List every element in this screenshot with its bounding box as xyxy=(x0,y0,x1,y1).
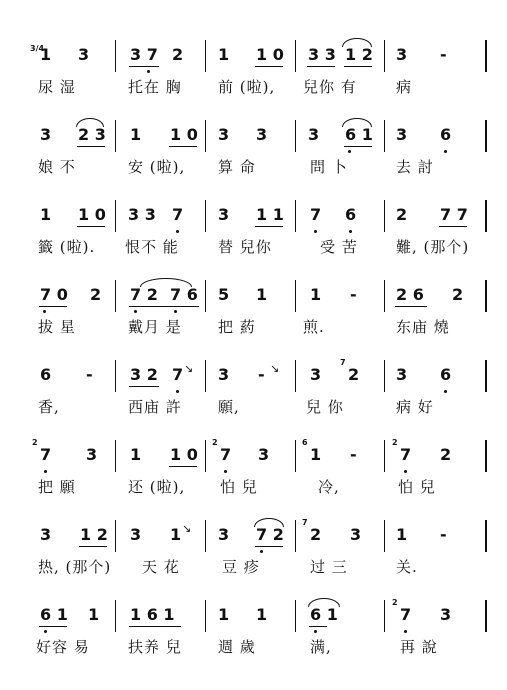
note: 7 xyxy=(400,445,412,464)
underline xyxy=(307,66,335,67)
low-dot xyxy=(176,230,179,233)
grace-note: 6 xyxy=(302,438,308,447)
barline xyxy=(115,280,116,312)
lyrics-line xyxy=(0,76,507,102)
low-dot xyxy=(44,470,47,473)
note: 7 xyxy=(310,205,322,224)
note: 2 3 xyxy=(78,125,106,144)
lyric: 好容 易 xyxy=(36,638,90,656)
underline xyxy=(255,226,283,227)
grace-note: 2 xyxy=(392,598,398,607)
lyric: 把 葯 xyxy=(218,318,256,336)
lyrics-line xyxy=(0,476,507,502)
barline xyxy=(485,520,487,552)
note: 1 xyxy=(88,605,100,624)
barline xyxy=(295,600,296,632)
lyric: 籤 (啦). xyxy=(38,238,96,256)
score-system-4 xyxy=(0,280,507,350)
note: 1 xyxy=(130,445,142,464)
low-dot xyxy=(314,630,317,633)
lyric: 替 兒你 xyxy=(218,238,272,256)
underline xyxy=(344,66,372,67)
note: 1 xyxy=(256,605,268,624)
note: 1 xyxy=(170,525,182,544)
lyric: 病 xyxy=(396,78,413,96)
barline xyxy=(205,600,206,632)
note: 3 3 xyxy=(128,205,156,224)
note: 6 xyxy=(440,125,452,144)
barline xyxy=(115,520,116,552)
lyric: 週 歲 xyxy=(218,638,256,656)
low-dot xyxy=(348,150,351,153)
note: 7 2 xyxy=(130,285,158,304)
low-dot xyxy=(314,230,317,233)
barline xyxy=(205,40,206,72)
note: 3 3 xyxy=(308,45,336,64)
lyric: 算 命 xyxy=(218,158,256,176)
barline xyxy=(295,360,296,392)
barline xyxy=(295,40,296,72)
note: 1 0 xyxy=(78,205,106,224)
note: 3 xyxy=(256,125,268,144)
lyrics-line xyxy=(0,316,507,342)
sustain-dash: - xyxy=(350,445,357,464)
barline xyxy=(115,600,116,632)
low-dot xyxy=(404,470,407,473)
low-dot xyxy=(44,630,47,633)
underline xyxy=(39,306,67,307)
glide-arrow: ↘ xyxy=(270,362,280,375)
barline xyxy=(485,120,487,152)
barline xyxy=(115,440,116,472)
sustain-dash: - xyxy=(258,365,265,384)
lyric: 難, (那个) xyxy=(396,238,470,256)
note: 1 xyxy=(218,45,230,64)
lyric: 去 討 xyxy=(396,158,434,176)
note: 6 1 xyxy=(40,605,68,624)
note: 3 xyxy=(218,525,230,544)
lyric: 托在 胸 xyxy=(128,78,182,96)
barline xyxy=(205,440,206,472)
note: 1 xyxy=(40,205,52,224)
lyric: 前 (啦), xyxy=(218,78,276,96)
note: 6 xyxy=(40,365,52,384)
lyric: 豆 疹 xyxy=(222,558,260,576)
note: 3 xyxy=(396,365,408,384)
note: 3 xyxy=(310,365,322,384)
score-system-7 xyxy=(0,520,507,590)
note: 6 1 xyxy=(310,605,338,624)
barline xyxy=(295,520,296,552)
barline xyxy=(295,200,296,232)
low-dot xyxy=(174,310,177,313)
note: 3 xyxy=(396,125,408,144)
underline xyxy=(169,146,197,147)
note: 1 0 xyxy=(256,45,284,64)
barline xyxy=(115,120,116,152)
note: 3 xyxy=(40,525,52,544)
barline xyxy=(295,120,296,152)
grace-note: 2 xyxy=(212,438,218,447)
barline xyxy=(384,600,385,632)
lyric: 热, (那个) xyxy=(38,558,112,576)
slur xyxy=(308,598,340,607)
barline xyxy=(295,280,296,312)
score-system-5 xyxy=(0,360,507,430)
underline xyxy=(255,66,283,67)
note: 3 7 xyxy=(130,45,158,64)
lyric: 兒你 有 xyxy=(303,78,357,96)
barline xyxy=(485,40,487,72)
score-system-2 xyxy=(0,120,507,190)
barline xyxy=(485,360,487,392)
note: 3 xyxy=(130,525,142,544)
notes-line xyxy=(0,360,507,392)
grace-note: 2 xyxy=(32,438,38,447)
note: 3 xyxy=(350,525,362,544)
lyric: 兒 你 xyxy=(306,398,344,416)
lyric: 怕 兒 xyxy=(220,478,258,496)
notes-line xyxy=(0,40,507,72)
note: 7 xyxy=(172,365,184,384)
barline xyxy=(295,440,296,472)
note: 7 7 xyxy=(440,205,468,224)
score-system-3 xyxy=(0,200,507,270)
note: 3 xyxy=(396,45,408,64)
note: 1 xyxy=(130,125,142,144)
underline xyxy=(129,306,199,307)
underline xyxy=(309,626,327,627)
notes-line xyxy=(0,520,507,552)
lyric: 恨不 能 xyxy=(125,238,179,256)
low-dot xyxy=(134,310,137,313)
note: 1 0 xyxy=(170,125,198,144)
score-system-1 xyxy=(0,40,507,110)
barline xyxy=(115,360,116,392)
lyric: 願, xyxy=(218,398,240,416)
note: 1 1 xyxy=(256,205,284,224)
notes-line xyxy=(0,280,507,312)
sustain-dash: - xyxy=(440,45,447,64)
slur xyxy=(140,278,192,287)
underline xyxy=(79,546,107,547)
notes-line xyxy=(0,120,507,152)
note: 2 6 xyxy=(396,285,424,304)
notes-line xyxy=(0,200,507,232)
lyric: 扶养 兒 xyxy=(128,638,182,656)
barline xyxy=(205,360,206,392)
barline xyxy=(205,520,206,552)
sustain-dash: - xyxy=(350,285,357,304)
grace-note: 2 xyxy=(392,438,398,447)
note: 1 0 xyxy=(170,445,198,464)
note: 6 xyxy=(440,365,452,384)
lyric: 天 花 xyxy=(142,558,180,576)
lyric: 过 三 xyxy=(310,558,348,576)
note: 1 xyxy=(396,525,408,544)
time-signature: 3/4 xyxy=(30,44,45,53)
note: 7 xyxy=(220,445,232,464)
score-system-8 xyxy=(0,600,507,670)
lyric: 冷, xyxy=(318,478,340,496)
low-dot xyxy=(147,70,150,73)
note: 1 6 1 xyxy=(130,605,175,624)
underline xyxy=(77,146,105,147)
underline xyxy=(129,626,181,627)
note: 1 xyxy=(218,605,230,624)
underline xyxy=(129,66,159,67)
glide-arrow: ↘ xyxy=(184,362,194,375)
note: 3 xyxy=(78,45,90,64)
note: 2 xyxy=(90,285,102,304)
underline xyxy=(129,386,159,387)
note: 2 xyxy=(310,525,322,544)
note: 1 xyxy=(256,285,268,304)
note: 1 xyxy=(310,285,322,304)
note: 3 xyxy=(440,605,452,624)
barline xyxy=(384,360,385,392)
note: 2 xyxy=(440,445,452,464)
note: 5 xyxy=(218,285,230,304)
low-dot xyxy=(404,630,407,633)
note: 7 xyxy=(400,605,412,624)
underline xyxy=(344,146,372,147)
lyric: 問 卜 xyxy=(310,158,348,176)
note: 7 2 xyxy=(256,525,284,544)
lyrics-line xyxy=(0,236,507,262)
note: 2 xyxy=(452,285,464,304)
notes-line xyxy=(0,600,507,632)
lyric: 病 好 xyxy=(396,398,434,416)
lyrics-line xyxy=(0,556,507,582)
slur xyxy=(76,118,104,127)
note: 3 xyxy=(218,365,230,384)
barline xyxy=(115,40,116,72)
note: 3 xyxy=(218,125,230,144)
barline xyxy=(485,200,487,232)
lyric: 把 願 xyxy=(38,478,76,496)
low-dot xyxy=(444,150,447,153)
barline xyxy=(205,280,206,312)
lyric: 怕 兒 xyxy=(398,478,436,496)
underline xyxy=(255,546,283,547)
low-dot xyxy=(224,470,227,473)
barline xyxy=(205,120,206,152)
lyrics-line xyxy=(0,156,507,182)
notes-line xyxy=(0,440,507,472)
lyric: 戴月 是 xyxy=(128,318,182,336)
underline xyxy=(395,306,427,307)
low-dot xyxy=(444,390,447,393)
lyric: 娘 不 xyxy=(38,158,76,176)
lyric: 受 苦 xyxy=(320,238,358,256)
low-dot xyxy=(349,230,352,233)
note: 1 2 xyxy=(80,525,108,544)
note: 3 xyxy=(40,125,52,144)
barline xyxy=(485,440,487,472)
note: 3 2 xyxy=(130,365,158,384)
lyric: 还 (啦), xyxy=(128,478,186,496)
barline xyxy=(485,600,487,632)
underline xyxy=(39,626,67,627)
grace-note: 7 xyxy=(302,518,308,527)
barline xyxy=(384,40,385,72)
barline xyxy=(384,520,385,552)
barline xyxy=(384,280,385,312)
lyric: 安 (啦), xyxy=(128,158,186,176)
note: 7 6 xyxy=(170,285,198,304)
note: 1 xyxy=(40,45,52,64)
note: 6 xyxy=(345,205,357,224)
barline xyxy=(205,200,206,232)
sustain-dash: - xyxy=(440,525,447,544)
note: 3 xyxy=(86,445,98,464)
underline xyxy=(77,226,105,227)
lyric: 满, xyxy=(310,638,332,656)
note: 6 1 xyxy=(345,125,373,144)
lyric: 西庙 許 xyxy=(128,398,182,416)
low-dot xyxy=(260,550,263,553)
note: 7 xyxy=(172,205,184,224)
glide-arrow: ↘ xyxy=(182,522,192,535)
barline xyxy=(115,200,116,232)
barline xyxy=(485,280,487,312)
slur xyxy=(342,118,372,127)
note: 2 xyxy=(172,45,184,64)
low-dot xyxy=(43,310,46,313)
sustain-dash: - xyxy=(86,365,93,384)
note: 2 xyxy=(396,205,408,224)
lyric: 再 說 xyxy=(400,638,438,656)
lyric: 东庙 燒 xyxy=(396,318,450,336)
lyric: 拔 星 xyxy=(38,318,76,336)
lyric: 煎. xyxy=(303,318,325,336)
note: 7 xyxy=(40,445,52,464)
note: 3 xyxy=(308,125,320,144)
lyrics-line xyxy=(0,396,507,422)
low-dot xyxy=(176,390,179,393)
barline xyxy=(384,200,385,232)
underline xyxy=(169,466,197,467)
note: 3 xyxy=(218,205,230,224)
note: 3 xyxy=(258,445,270,464)
lyrics-line xyxy=(0,636,507,662)
lyric: 尿 湿 xyxy=(38,78,76,96)
slur xyxy=(254,518,284,527)
note: 2 xyxy=(348,365,360,384)
barline xyxy=(384,440,385,472)
note: 7 0 xyxy=(40,285,68,304)
slur xyxy=(342,38,372,47)
underline xyxy=(439,226,467,227)
note: 1 2 xyxy=(345,45,373,64)
grace-note: 7 xyxy=(340,358,346,367)
barline xyxy=(384,120,385,152)
lyric: 香, xyxy=(38,398,60,416)
note: 1 xyxy=(310,445,322,464)
lyric: 关. xyxy=(396,558,418,576)
score-system-6 xyxy=(0,440,507,510)
